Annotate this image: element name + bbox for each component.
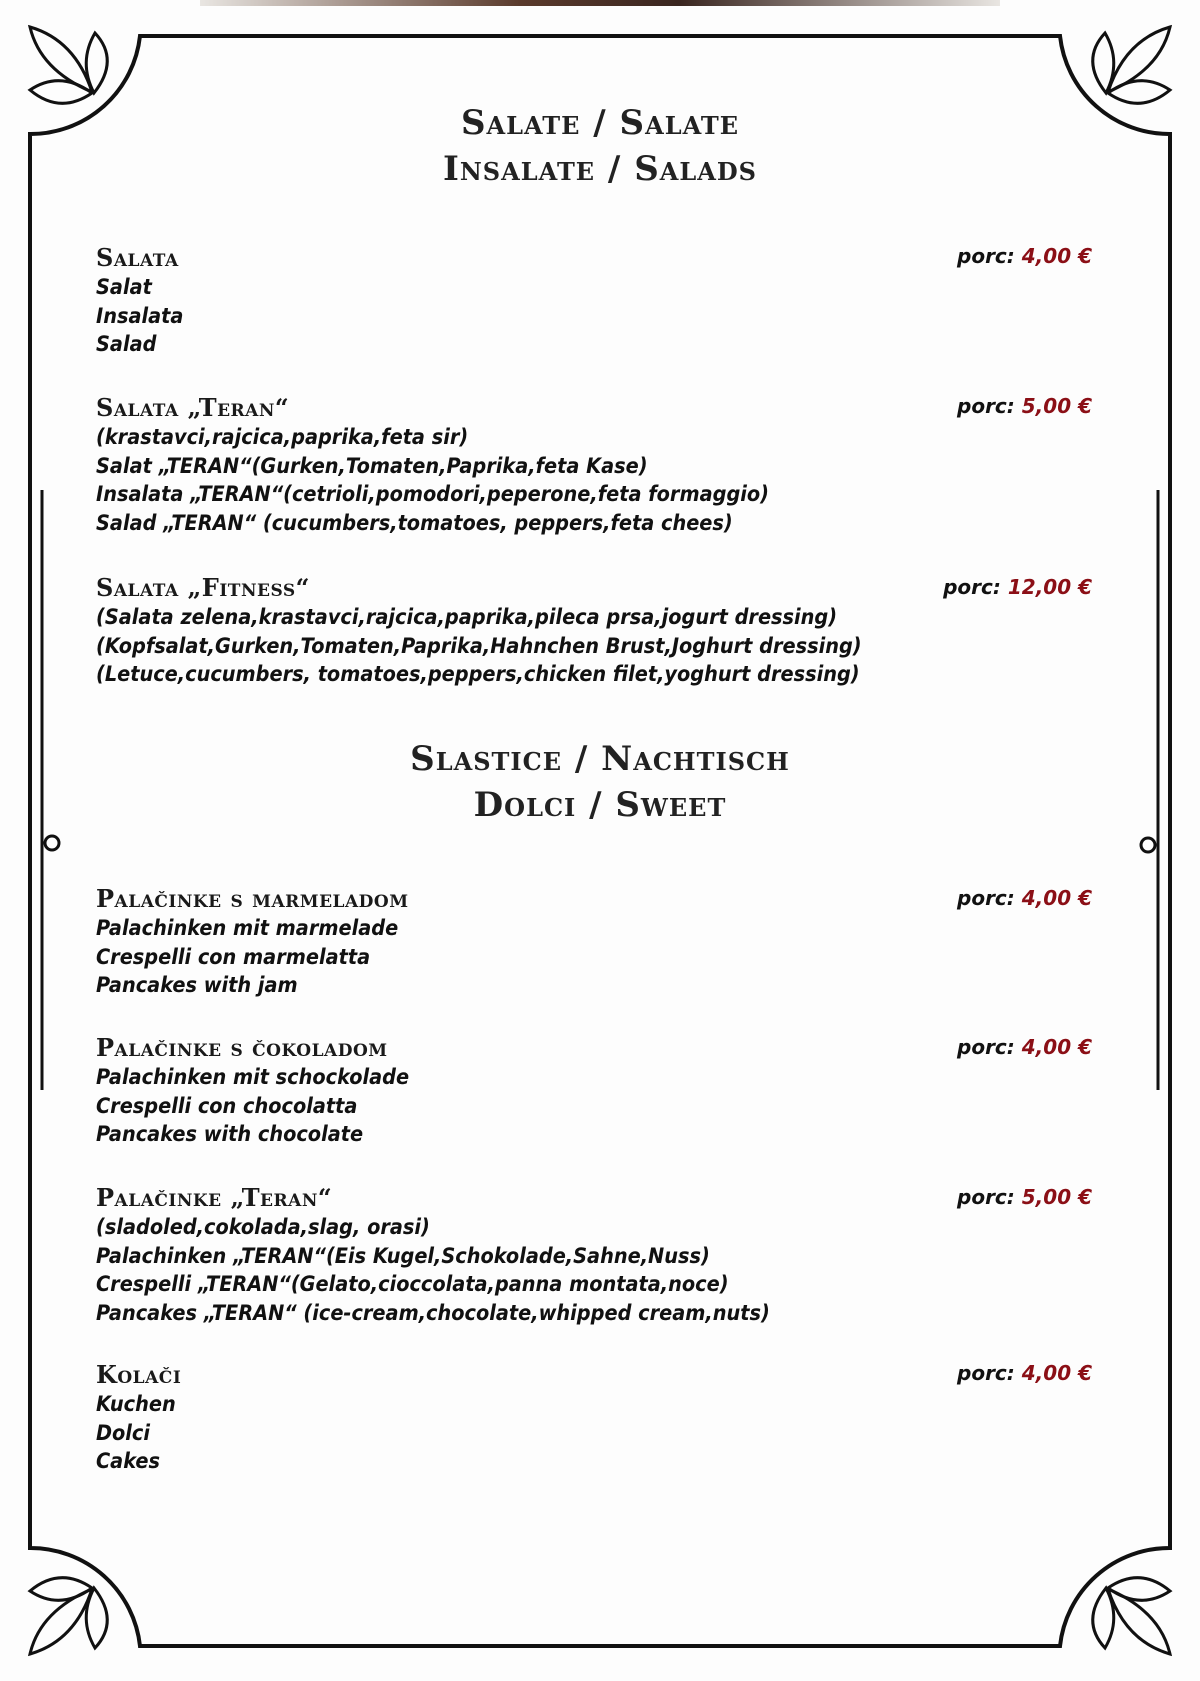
item-desc: Palachinken „TERAN“(Eis Kugel,Schokolade,Sahne,Nuss) bbox=[96, 1243, 710, 1268]
price-label: porc: bbox=[957, 244, 1015, 268]
section-title-sweets bbox=[0, 736, 1200, 828]
item-name: Salata bbox=[96, 243, 179, 272]
price-kolaci bbox=[957, 1361, 1092, 1385]
price-palacinke-marmelada bbox=[957, 886, 1092, 910]
menu-item-kolaci bbox=[96, 1360, 1096, 1476]
price-palacinke-cokolada bbox=[957, 1035, 1092, 1059]
item-desc: Insalata „TERAN“(cetrioli,pomodori,peperone,feta formaggio) bbox=[96, 482, 769, 506]
section-title-salads bbox=[0, 100, 1200, 192]
item-desc: Pancakes „TERAN“ (ice-cream,chocolate,whipped cream,nuts) bbox=[96, 1300, 770, 1325]
section-title-line2: Dolci / Sweet bbox=[473, 785, 727, 825]
price-label: porc: bbox=[957, 1361, 1015, 1385]
item-desc: Pancakes with jam bbox=[96, 973, 298, 997]
item-desc: Palachinken mit marmelade bbox=[96, 916, 399, 940]
item-name: Salata „Teran“ bbox=[96, 393, 290, 422]
price-amount: 4,00 € bbox=[1021, 886, 1092, 910]
item-desc: (krastavci,rajcica,paprika,feta sir) bbox=[96, 425, 469, 449]
item-desc: (Letuce,cucumbers, tomatoes,peppers,chicken filet,yoghurt dressing) bbox=[96, 662, 860, 686]
price-salata-fitness bbox=[943, 575, 1092, 599]
item-name: Palačinke „Teran“ bbox=[96, 1183, 333, 1212]
item-desc: Pancakes with chocolate bbox=[96, 1122, 364, 1146]
item-desc: Crespelli con chocolatta bbox=[96, 1093, 358, 1118]
price-label: porc: bbox=[957, 886, 1015, 910]
menu-item-palacinke-cokolada bbox=[96, 1033, 1096, 1149]
item-desc: Palachinken mit schockolade bbox=[96, 1065, 410, 1089]
item-desc: Salat bbox=[96, 275, 152, 299]
price-label: porc: bbox=[957, 1035, 1015, 1059]
item-desc: Crespelli „TERAN“(Gelato,cioccolata,panna montata,noce) bbox=[96, 1272, 729, 1296]
price-amount: 5,00 € bbox=[1021, 394, 1092, 418]
price-palacinke-teran bbox=[957, 1185, 1092, 1209]
price-amount: 4,00 € bbox=[1021, 1035, 1092, 1059]
leaf-corner-top-right bbox=[1093, 27, 1170, 103]
leaf-corner-top-left bbox=[30, 27, 107, 103]
item-desc: (Salata zelena,krastavci,rajcica,paprika,pileca prsa,jogurt dressing) bbox=[96, 605, 838, 629]
item-desc: Kuchen bbox=[96, 1392, 176, 1416]
leaf-corner-bottom-left bbox=[30, 1578, 107, 1654]
item-desc: Dolci bbox=[96, 1420, 151, 1445]
item-desc: Salad „TERAN“ (cucumbers,tomatoes, peppers,feta chees) bbox=[96, 510, 733, 535]
price-amount: 4,00 € bbox=[1021, 1361, 1092, 1385]
item-desc: (sladoled,cokolada,slag, orasi) bbox=[96, 1215, 430, 1239]
item-name: Palačinke s marmeladom bbox=[96, 884, 409, 913]
price-amount: 12,00 € bbox=[1007, 575, 1092, 599]
item-name: Salata „Fitness“ bbox=[96, 573, 310, 602]
menu-item-salata bbox=[96, 243, 1096, 359]
menu-item-palacinke-teran bbox=[96, 1183, 1096, 1327]
item-desc: Cakes bbox=[96, 1449, 160, 1473]
price-salata-teran bbox=[957, 394, 1092, 418]
menu-item-salata-teran bbox=[96, 393, 1096, 537]
section-title-line1: Slastice / Nachtisch bbox=[410, 739, 790, 779]
price-label: porc: bbox=[943, 575, 1001, 599]
item-desc: Salat „TERAN“(Gurken,Tomaten,Paprika,feta Kase) bbox=[96, 453, 648, 478]
item-desc: Salad bbox=[96, 332, 157, 356]
section-title-line1: Salate / Salate bbox=[460, 103, 740, 143]
item-desc: Insalata bbox=[96, 303, 184, 328]
price-amount: 4,00 € bbox=[1021, 244, 1092, 268]
item-desc: (Kopfsalat,Gurken,Tomaten,Paprika,Hahnchen Brust,Joghurt dressing) bbox=[96, 633, 862, 658]
menu-item-palacinke-marmelada bbox=[96, 884, 1096, 1000]
price-label: porc: bbox=[957, 1185, 1015, 1209]
section-title-line2: Insalate / Salads bbox=[442, 149, 758, 189]
item-name: Kolači bbox=[96, 1360, 182, 1389]
item-name: Palačinke s čokoladom bbox=[96, 1033, 388, 1062]
price-salata bbox=[957, 244, 1092, 268]
price-label: porc: bbox=[957, 394, 1015, 418]
leaf-corner-bottom-right bbox=[1093, 1578, 1170, 1654]
item-desc: Crespelli con marmelatta bbox=[96, 944, 371, 969]
price-amount: 5,00 € bbox=[1021, 1185, 1092, 1209]
